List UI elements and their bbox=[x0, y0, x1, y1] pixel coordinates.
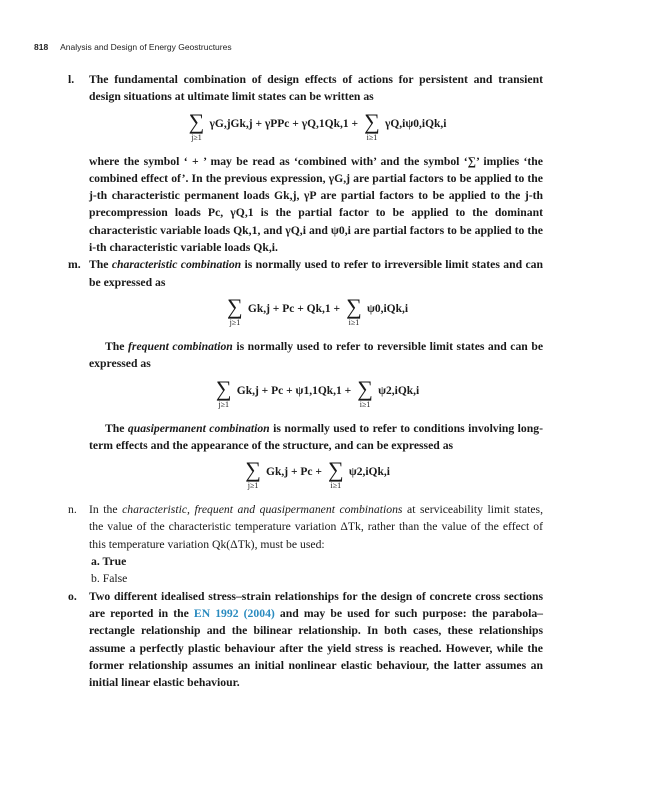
frequent-combination-text: The frequent combination is normally used to refer to reversible limit states and can be expressed as bbox=[89, 339, 544, 371]
term-combinations: characteristic, frequent and quasipermanent combinations bbox=[122, 503, 403, 517]
formula-characteristic bbox=[89, 293, 543, 332]
item-label: m. bbox=[68, 258, 81, 272]
item-l bbox=[68, 71, 543, 256]
formula-term: ψ2,iQk,i bbox=[348, 466, 390, 479]
page-number: 818 bbox=[34, 42, 49, 52]
formula-term: Gk,j + Pc + bbox=[266, 466, 322, 479]
formula-term: Gk,j + Pc + Qk,1 + bbox=[247, 302, 341, 315]
summation-symbol: ∑ i≥1 bbox=[327, 457, 344, 491]
summation-symbol: ∑ i≥1 bbox=[364, 108, 380, 142]
summation-symbol: ∑ j≥1 bbox=[215, 375, 232, 409]
characteristic-combination-text: The characteristic combination is normally used to refer to irreversible limit states and can be expressed as bbox=[89, 258, 543, 289]
main-content bbox=[68, 71, 544, 691]
term-characteristic: characteristic combination bbox=[111, 258, 242, 272]
reference-link[interactable]: EN 1992 (2004) bbox=[193, 606, 275, 620]
item-n bbox=[68, 501, 544, 587]
formula-quasipermanent bbox=[89, 459, 543, 495]
running-header bbox=[34, 42, 232, 52]
formula-term: ψ2,iQk,i bbox=[378, 384, 420, 397]
answer-option-a: a. True bbox=[91, 555, 127, 569]
item-l-intro: The fundamental combination of design effects of actions for persistent and transient design situations at ultimate limit states can be written as bbox=[89, 73, 543, 104]
summation-symbol: ∑ i≥1 bbox=[346, 293, 362, 327]
item-label: l. bbox=[68, 73, 75, 86]
item-label: n. bbox=[68, 503, 77, 517]
formula-term: γQ,iψ0,iQk,i bbox=[384, 117, 447, 130]
summation-symbol: ∑ i≥1 bbox=[357, 375, 373, 409]
formula-term: γG,jGk,j + γPPc + γQ,1Qk,1 + bbox=[209, 117, 359, 130]
quasipermanent-combination-text: The quasipermanent combination is normally used to refer to conditions involving long-term effects and the appearance of the structure, and can be expressed as bbox=[89, 421, 544, 452]
item-label: o. bbox=[68, 589, 77, 603]
formula-frequent bbox=[89, 375, 543, 414]
formula-term: ψ0,iQk,i bbox=[366, 302, 409, 315]
item-n-question: In the characteristic, frequent and quasipermanent combinations at serviceability limit states, the value of the characteristic temperature variation ΔTk, rather than the value of the effect of this temperature variation Qk(ΔTk), must be used: bbox=[89, 503, 544, 551]
summation-symbol: ∑ j≥1 bbox=[227, 293, 243, 327]
summation-symbol: ∑ j≥1 bbox=[188, 108, 205, 142]
item-m bbox=[68, 256, 544, 495]
book-title: Analysis and Design of Energy Geostructures bbox=[60, 42, 232, 52]
term-frequent: frequent combination bbox=[128, 339, 233, 353]
item-l-explanation: where the symbol ‘ + ’ may be read as ‘combined with’ and the symbol ‘∑’ implies ‘the combined effect of’. In the previous expression, γG,j are partial factors to be applied to the j-th characteristic permanent loads Gk,j, γP are partial factors to be applied to the j-th precompression loads Pc, γQ,1 is the partial factor to be applied to the dominant characteristic variable loads Qk,1, and γQ,i and ψ0,i are partial factors to be applied to the i-th characteristic variable loads Qk,i. bbox=[89, 154, 543, 255]
summation-symbol: ∑ j≥1 bbox=[245, 457, 261, 491]
term-quasipermanent: quasipermanent combination bbox=[127, 421, 270, 435]
item-o-text: Two different idealised stress–strain relationships for the design of concrete cross sections are reported in the EN 1992 (2004) and may be used for such purpose: the parabola–rectangle relationship and the bilinear relationship. In both cases, these relationships assume a perfectly plastic behaviour after the yield stress is reached. However, while the former relationship assumes an initial nonlinear elastic behaviour, the latter assumes an initial linear elastic behaviour. bbox=[89, 589, 544, 690]
item-o bbox=[68, 588, 544, 692]
formula-fundamental bbox=[89, 108, 543, 147]
formula-term: Gk,j + Pc + ψ1,1Qk,1 + bbox=[236, 384, 352, 397]
answer-option-b: b. False bbox=[91, 572, 128, 586]
